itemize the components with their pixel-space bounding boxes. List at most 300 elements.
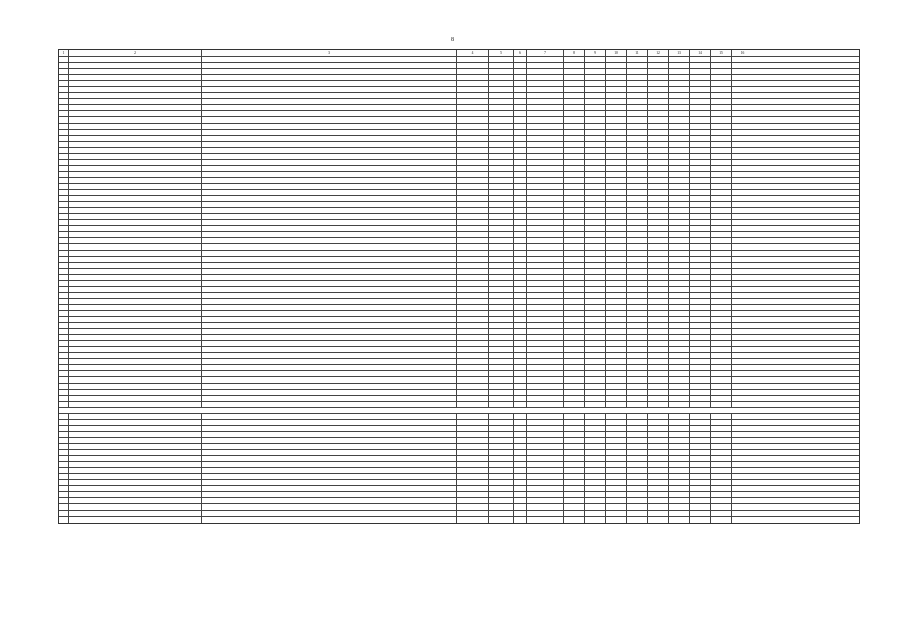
table-cell <box>489 396 514 401</box>
table-cell <box>527 184 564 189</box>
table-cell <box>59 232 69 237</box>
table-cell <box>514 148 527 153</box>
table-cell <box>732 474 753 479</box>
table-cell <box>648 196 669 201</box>
table-cell <box>585 511 606 516</box>
table-cell <box>59 281 69 286</box>
table-cell <box>690 172 711 177</box>
table-cell <box>648 456 669 461</box>
table-cell <box>648 238 669 243</box>
table-cell <box>69 214 202 219</box>
table-cell <box>489 281 514 286</box>
data-table <box>58 49 860 524</box>
table-cell <box>606 486 627 491</box>
table-cell <box>627 87 648 92</box>
table-cell <box>514 450 527 455</box>
table-cell <box>606 275 627 280</box>
table-cell <box>489 178 514 183</box>
table-cell <box>457 257 489 262</box>
table-cell <box>669 480 690 485</box>
table-cell <box>732 81 753 86</box>
table-cell <box>489 329 514 334</box>
table-cell <box>711 269 732 274</box>
table-cell <box>732 323 753 328</box>
table-cell <box>489 148 514 153</box>
table-cell <box>564 438 585 443</box>
table-cell <box>69 432 202 437</box>
table-cell <box>669 347 690 352</box>
table-cell <box>59 384 69 389</box>
table-cell <box>690 232 711 237</box>
table-cell <box>690 323 711 328</box>
table-cell <box>606 474 627 479</box>
table-cell <box>69 498 202 503</box>
table-cell <box>202 57 457 62</box>
table-cell <box>669 226 690 231</box>
table-cell <box>564 214 585 219</box>
table-cell <box>69 444 202 449</box>
table-cell <box>732 154 753 159</box>
table-cell <box>648 220 669 225</box>
table-cell <box>669 105 690 110</box>
table-cell <box>69 57 202 62</box>
table-cell <box>648 335 669 340</box>
table-cell <box>564 335 585 340</box>
table-cell <box>690 136 711 141</box>
table-cell <box>585 450 606 455</box>
table-cell <box>711 305 732 310</box>
table-cell <box>489 377 514 382</box>
table-cell <box>606 492 627 497</box>
table-cell <box>690 196 711 201</box>
table-cell <box>514 504 527 509</box>
table-cell <box>669 166 690 171</box>
table-cell <box>669 371 690 376</box>
table-cell <box>514 190 527 195</box>
table-cell <box>606 196 627 201</box>
table-cell <box>457 214 489 219</box>
table-cell <box>457 347 489 352</box>
table-cell <box>585 117 606 122</box>
table-cell <box>564 517 585 523</box>
table-cell <box>585 196 606 201</box>
table-cell <box>711 93 732 98</box>
table-cell <box>514 353 527 358</box>
table-cell <box>514 480 527 485</box>
table-cell <box>585 281 606 286</box>
table-cell <box>564 190 585 195</box>
table-cell <box>711 329 732 334</box>
table-cell <box>669 504 690 509</box>
table-cell <box>527 244 564 249</box>
table-cell <box>648 480 669 485</box>
table-cell <box>489 142 514 147</box>
table-cell <box>564 105 585 110</box>
table-cell <box>711 166 732 171</box>
table-header-row <box>59 50 859 57</box>
table-cell <box>585 275 606 280</box>
table-cell <box>690 184 711 189</box>
table-cell <box>564 148 585 153</box>
table-cell <box>732 75 753 80</box>
table-cell <box>669 293 690 298</box>
table-cell <box>690 275 711 280</box>
table-cell <box>585 462 606 467</box>
table-cell <box>669 111 690 116</box>
table-cell <box>202 353 457 358</box>
table-cell <box>711 492 732 497</box>
table-cell <box>606 420 627 425</box>
table-cell <box>514 365 527 370</box>
table-cell <box>59 214 69 219</box>
table-cell <box>564 486 585 491</box>
table-cell <box>711 353 732 358</box>
table-cell <box>69 63 202 68</box>
table-cell <box>202 275 457 280</box>
table-cell <box>732 438 753 443</box>
table-cell <box>202 63 457 68</box>
table-cell <box>627 323 648 328</box>
table-cell <box>514 390 527 395</box>
table-cell <box>627 99 648 104</box>
table-cell <box>564 178 585 183</box>
table-row <box>59 517 859 523</box>
table-cell <box>627 275 648 280</box>
table-cell <box>585 93 606 98</box>
table-cell <box>59 480 69 485</box>
table-cell <box>711 263 732 268</box>
table-cell <box>527 456 564 461</box>
table-cell <box>489 81 514 86</box>
table-cell <box>202 317 457 322</box>
table-cell <box>606 341 627 346</box>
table-cell <box>514 517 527 523</box>
table-cell <box>606 220 627 225</box>
table-cell <box>564 275 585 280</box>
table-cell <box>69 154 202 159</box>
table-cell <box>648 281 669 286</box>
table-cell <box>514 396 527 401</box>
table-cell <box>690 178 711 183</box>
table-cell <box>627 251 648 256</box>
table-cell <box>669 154 690 159</box>
table-cell <box>585 474 606 479</box>
page-number: 8 <box>451 37 454 43</box>
table-cell <box>669 492 690 497</box>
table-cell <box>669 377 690 382</box>
table-cell <box>711 87 732 92</box>
table-cell <box>457 263 489 268</box>
table-cell <box>648 87 669 92</box>
table-cell <box>732 414 753 419</box>
table-cell <box>514 226 527 231</box>
table-cell <box>711 196 732 201</box>
table-cell <box>527 154 564 159</box>
table-cell <box>585 311 606 316</box>
table-cell <box>711 444 732 449</box>
table-cell <box>732 208 753 213</box>
table-cell <box>585 124 606 129</box>
table-cell <box>457 450 489 455</box>
table-cell <box>585 263 606 268</box>
table-cell <box>489 269 514 274</box>
table-cell <box>564 75 585 80</box>
table-cell <box>202 444 457 449</box>
table-cell <box>69 142 202 147</box>
table-cell <box>202 329 457 334</box>
table-cell <box>627 462 648 467</box>
table-cell <box>489 93 514 98</box>
table-cell <box>514 377 527 382</box>
table-cell <box>585 486 606 491</box>
table-cell <box>564 432 585 437</box>
table-cell <box>69 377 202 382</box>
table-cell <box>457 462 489 467</box>
table-cell <box>648 142 669 147</box>
table-cell <box>648 311 669 316</box>
table-cell <box>514 81 527 86</box>
table-cell <box>711 178 732 183</box>
table-cell <box>202 93 457 98</box>
table-cell <box>489 402 514 407</box>
table-cell <box>202 287 457 292</box>
table-cell <box>669 438 690 443</box>
table-cell <box>711 81 732 86</box>
table-cell <box>732 117 753 122</box>
table-cell <box>711 111 732 116</box>
column-number: 9 <box>585 50 606 56</box>
table-cell <box>527 93 564 98</box>
table-cell <box>711 511 732 516</box>
table-cell <box>59 275 69 280</box>
table-cell <box>527 257 564 262</box>
table-cell <box>648 232 669 237</box>
table-cell <box>627 402 648 407</box>
table-cell <box>648 390 669 395</box>
column-number: 6 <box>514 50 527 56</box>
table-cell <box>585 329 606 334</box>
table-cell <box>648 130 669 135</box>
table-cell <box>564 293 585 298</box>
table-cell <box>457 124 489 129</box>
table-cell <box>59 456 69 461</box>
table-cell <box>59 511 69 516</box>
table-cell <box>59 474 69 479</box>
table-cell <box>457 57 489 62</box>
table-cell <box>489 251 514 256</box>
table-cell <box>711 130 732 135</box>
table-cell <box>690 498 711 503</box>
table-cell <box>527 480 564 485</box>
table-cell <box>527 420 564 425</box>
table-cell <box>648 384 669 389</box>
table-cell <box>457 365 489 370</box>
table-cell <box>564 365 585 370</box>
table-cell <box>606 111 627 116</box>
table-cell <box>59 299 69 304</box>
table-cell <box>514 438 527 443</box>
table-cell <box>514 335 527 340</box>
table-cell <box>690 124 711 129</box>
table-cell <box>711 498 732 503</box>
table-cell <box>627 190 648 195</box>
table-cell <box>627 353 648 358</box>
table-cell <box>527 166 564 171</box>
table-cell <box>69 238 202 243</box>
table-cell <box>202 257 457 262</box>
table-cell <box>732 63 753 68</box>
table-cell <box>59 377 69 382</box>
column-number: 3 <box>202 50 457 56</box>
table-cell <box>669 63 690 68</box>
table-cell <box>627 305 648 310</box>
table-cell <box>627 444 648 449</box>
table-cell <box>69 105 202 110</box>
table-cell <box>606 462 627 467</box>
table-cell <box>202 305 457 310</box>
table-cell <box>690 263 711 268</box>
table-cell <box>69 87 202 92</box>
table-cell <box>527 99 564 104</box>
table-cell <box>669 498 690 503</box>
table-cell <box>585 154 606 159</box>
table-cell <box>527 117 564 122</box>
table-cell <box>648 365 669 370</box>
table-cell <box>648 105 669 110</box>
table-cell <box>648 323 669 328</box>
table-cell <box>585 81 606 86</box>
table-cell <box>489 196 514 201</box>
table-cell <box>711 208 732 213</box>
table-cell <box>514 69 527 74</box>
table-cell <box>627 232 648 237</box>
table-cell <box>527 432 564 437</box>
table-cell <box>489 214 514 219</box>
table-cell <box>527 220 564 225</box>
table-cell <box>564 444 585 449</box>
table-cell <box>585 456 606 461</box>
table-cell <box>457 353 489 358</box>
table-cell <box>627 178 648 183</box>
table-cell <box>514 238 527 243</box>
table-cell <box>489 311 514 316</box>
table-cell <box>711 390 732 395</box>
table-cell <box>457 275 489 280</box>
table-cell <box>711 238 732 243</box>
table-cell <box>606 99 627 104</box>
table-cell <box>690 456 711 461</box>
table-cell <box>527 317 564 322</box>
table-cell <box>202 184 457 189</box>
table-cell <box>627 214 648 219</box>
table-cell <box>457 504 489 509</box>
table-cell <box>69 353 202 358</box>
table-cell <box>585 335 606 340</box>
table-cell <box>690 154 711 159</box>
table-cell <box>606 166 627 171</box>
table-cell <box>690 111 711 116</box>
table-cell <box>606 329 627 334</box>
table-cell <box>489 293 514 298</box>
table-cell <box>732 87 753 92</box>
table-cell <box>606 353 627 358</box>
table-cell <box>648 148 669 153</box>
table-cell <box>457 492 489 497</box>
table-cell <box>627 208 648 213</box>
table-cell <box>648 492 669 497</box>
table-cell <box>457 208 489 213</box>
table-cell <box>564 111 585 116</box>
table-cell <box>527 136 564 141</box>
table-cell <box>648 305 669 310</box>
table-cell <box>69 117 202 122</box>
table-cell <box>489 347 514 352</box>
table-cell <box>732 148 753 153</box>
table-cell <box>606 142 627 147</box>
table-cell <box>627 504 648 509</box>
table-cell <box>648 359 669 364</box>
table-cell <box>527 142 564 147</box>
table-cell <box>457 480 489 485</box>
table-cell <box>627 299 648 304</box>
table-cell <box>690 257 711 262</box>
table-cell <box>585 359 606 364</box>
table-cell <box>627 390 648 395</box>
table-cell <box>669 208 690 213</box>
table-cell <box>606 178 627 183</box>
table-cell <box>627 81 648 86</box>
table-cell <box>514 93 527 98</box>
table-cell <box>564 208 585 213</box>
table-cell <box>711 257 732 262</box>
table-cell <box>489 238 514 243</box>
table-cell <box>202 517 457 523</box>
table-cell <box>669 184 690 189</box>
table-cell <box>732 202 753 207</box>
table-cell <box>457 202 489 207</box>
table-cell <box>711 462 732 467</box>
table-cell <box>690 63 711 68</box>
table-cell <box>202 75 457 80</box>
table-cell <box>202 244 457 249</box>
table-cell <box>514 293 527 298</box>
table-cell <box>69 160 202 165</box>
table-cell <box>732 371 753 376</box>
table-cell <box>457 63 489 68</box>
table-cell <box>627 269 648 274</box>
table-cell <box>69 365 202 370</box>
table-cell <box>669 172 690 177</box>
table-cell <box>732 492 753 497</box>
table-cell <box>690 93 711 98</box>
table-cell <box>690 202 711 207</box>
table-cell <box>527 426 564 431</box>
table-cell <box>202 299 457 304</box>
table-cell <box>457 311 489 316</box>
table-cell <box>457 196 489 201</box>
table-cell <box>489 166 514 171</box>
table-cell <box>711 281 732 286</box>
table-cell <box>69 414 202 419</box>
table-cell <box>564 63 585 68</box>
table-cell <box>585 432 606 437</box>
table-cell <box>59 63 69 68</box>
table-cell <box>690 281 711 286</box>
table-cell <box>69 99 202 104</box>
table-cell <box>69 323 202 328</box>
table-cell <box>59 178 69 183</box>
table-cell <box>69 269 202 274</box>
